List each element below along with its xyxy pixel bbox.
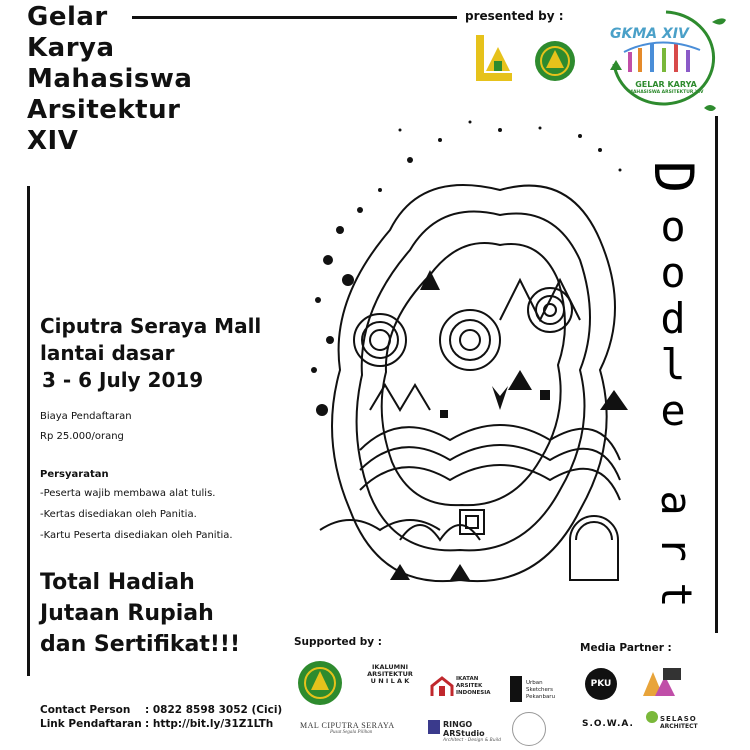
gkma-logo-name: GKMA XIV [610,26,689,42]
usk-line: Urban [526,680,543,686]
sponsor-usk-icon [510,676,522,702]
title-line: XIV [27,126,79,156]
doodle-letter: r [652,536,701,562]
supported-by-label: Supported by : [294,636,382,648]
registration-link-label: Link Pendaftaran [40,718,142,730]
usk-line: Pekanbaru [526,694,556,700]
doodle-letter: D [642,160,705,194]
prize-line: Total Hadiah [40,570,195,595]
doodle-letter: o [660,248,686,297]
usk-line: Sketchers [526,687,554,693]
media-partner-selaso-icon [646,711,658,723]
left-border-line [27,186,30,676]
selaso-line: SELASO [660,715,697,723]
ikalumni-line: U N I L A K [370,677,410,685]
sponsor-iai [456,676,496,697]
sponsor-ringo-icon [428,720,440,734]
fee-label: Biaya Pendaftaran [40,411,132,422]
prize-line: Jutaan Rupiah [40,601,214,626]
gkma-logo [600,4,732,114]
iai-line: ARSITEK [456,683,483,689]
sponsor-ringo [443,720,513,743]
registration-link[interactable]: : http://bit.ly/31Z1LTh [145,718,274,730]
doodle-letter: o [660,202,686,251]
doodle-letter: t [652,582,701,608]
gkma-logo-subtitle: GELAR KARYA [635,80,697,89]
requirement-item: -Kartu Peserta disediakan oleh Panitia. [40,530,233,541]
title-line: Mahasiswa [27,64,193,94]
doodle-letter: e [660,386,686,435]
fee-value: Rp 25.000/orang [40,431,124,442]
mall-name: MAL CIPUTRA SERAYA [300,721,395,730]
ikalumni-line: IKALUMNI [371,663,408,671]
sponsor-ikalumni [360,664,420,685]
venue-name: Ciputra Seraya Mall [40,314,262,338]
requirement-item: -Kertas disediakan oleh Panitia. [40,509,197,520]
media-partner-sowa: S.O.W.A. [582,719,634,729]
presenter-logo-1 [474,33,514,85]
contact-person-value: : 0822 8598 3052 (Cici) [145,704,283,716]
doodle-letter: d [660,294,686,343]
prize-block [40,567,240,660]
title-line: Gelar [27,2,108,32]
requirements-list [40,485,233,544]
media-partner-selaso [660,716,698,730]
sponsor-logo-university [297,660,343,706]
contact-person-row [40,703,282,717]
registration-link-row [40,717,282,731]
presenter-logo-2 [534,40,576,82]
doodle-title-word2 [652,480,700,618]
media-partner-pku [585,668,617,700]
gkma-logo-sub2: MAHASISWA ARSITEKTUR XIV [628,90,704,95]
ringo-tagline: Architect - Design & Build [443,738,501,743]
venue-floor: lantai dasar [40,341,175,365]
right-border-line [715,116,718,633]
contact-person-label: Contact Person [40,704,131,716]
selaso-line: ARCHITECT [660,723,698,730]
media-partner-label: Media Partner : [580,642,672,654]
contact-block [40,703,282,731]
pku-label: PKU [590,679,612,689]
ringo-name: RINGO ARStudio [443,720,485,738]
venue-block [40,313,261,394]
doodle-artwork [300,110,655,630]
doodle-letter: a [652,490,701,516]
prize-line: dan Sertifikat!!! [40,632,240,657]
mall-tagline: Pusat Segala Pilihan [330,730,373,735]
title-line: Arsitektur [27,95,181,125]
sponsor-usk [526,680,566,701]
event-dates: 3 - 6 July 2019 [42,368,204,392]
sponsor-iai-icon [430,676,454,698]
event-title [27,2,192,157]
doodle-letter: l [660,340,686,389]
iai-line: IKATAN [456,676,479,682]
title-line: Karya [27,33,115,63]
iai-line: INDONESIA [456,690,491,696]
doodle-title-word1 [642,150,705,435]
sponsor-signature-logo [512,712,546,746]
requirements-label: Persyaratan [40,469,109,480]
sponsor-mall [300,721,420,735]
requirement-item: -Peserta wajib membawa alat tulis. [40,488,216,499]
ikalumni-line: ARSITEKTUR [367,670,413,678]
presented-by-label: presented by : [465,9,564,23]
media-partner-colorful-logo [643,666,683,696]
